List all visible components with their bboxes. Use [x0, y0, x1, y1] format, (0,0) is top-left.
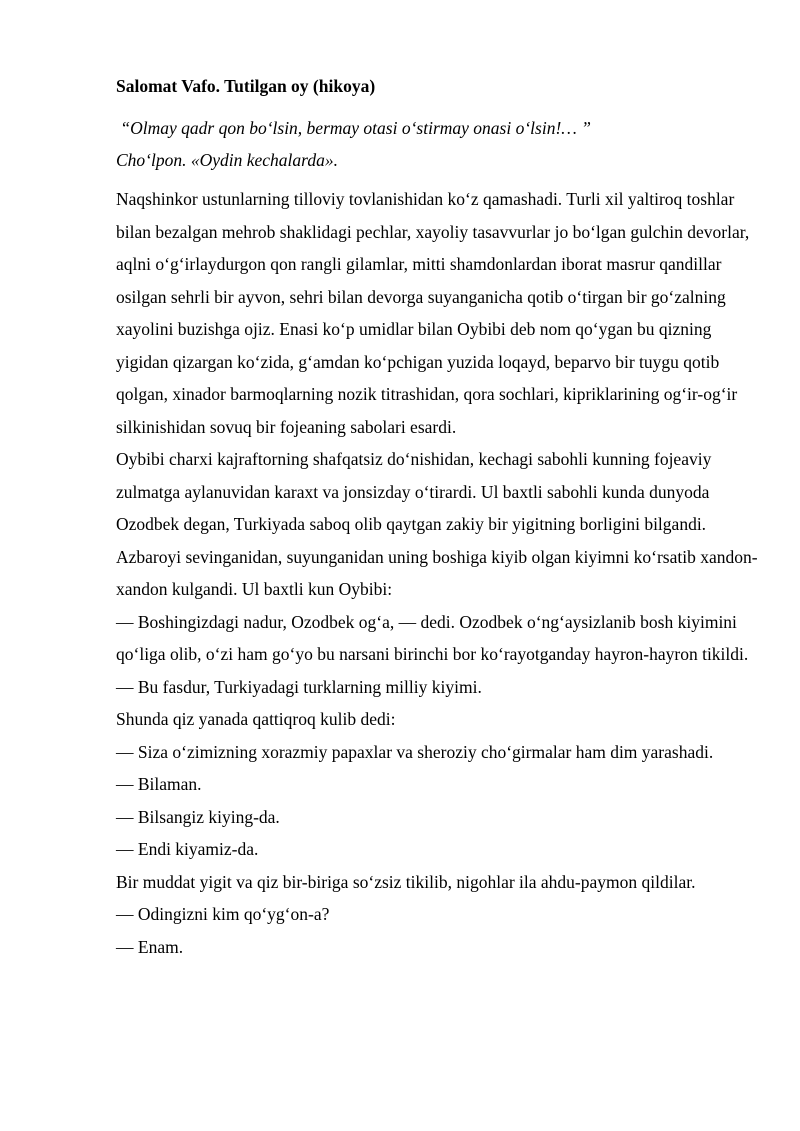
epigraph-source: Cho‘lpon. «Oydin kechalarda». [116, 150, 338, 170]
dialogue-line: — Bu fasdur, Turkiyadagi turklarning milliy kiyimi. [116, 676, 482, 697]
dialogue-line: — Bilaman. [116, 774, 202, 794]
dialogue-line: — Odingizni kim qo‘yg‘on-a? [116, 904, 330, 924]
dialogue-line: — Endi kiyamiz-da. [116, 839, 259, 859]
dialogue-line: — Bilsangiz kiying-da. [116, 806, 280, 827]
document-title: Salomat Vafo. Tutilgan oy (hikoya) [116, 76, 376, 96]
paragraph: Bir muddat yigit va qiz bir-biriga so‘zsiz tikilib, nigohlar ila ahdu-paymon qildilar. [116, 871, 696, 892]
story-body [116, 183, 760, 963]
paragraph: Oybibi charxi kajraftorning shafqatsiz do‘nishidan, kechagi sabohli kunning fojeaviy zulmatga aylanuvidan karaxt va jonsizday o‘tirardi. Ul baxtli sabohli kunda dunyoda Ozodbek degan, Turkiyada saboq olib qaytgan zakiy bir yigitning borligini bilgandi. Azbaroyi sevinganidan, suyunganidan uning boshiga kiyib olgan kiyimni ko‘rsatib xandon-xandon kulgandi. Ul baxtli kun Oybibi: [116, 449, 758, 599]
epigraph-quote: “Olmay qadr qon bo‘lsin, bermay otasi o‘stirmay onasi o‘lsin!… ” [116, 118, 591, 138]
dialogue-line: — Boshingizdagi nadur, Ozodbek og‘a, — dedi. Ozodbek o‘ng‘aysizlanib bosh kiyimini qo‘liga olib, o‘zi ham go‘yo bu narsani birinchi bor ko‘rayotganday hayron-hayron tikildi. [116, 611, 749, 664]
paragraph: Naqshinkor ustunlarning tilloviy tovlanishidan ko‘z qamashadi. Turli xil yaltiroq toshlar bilan bezalgan mehrob shaklidagi pechlar, xayoliy tasavvurlar jo bo‘lgan gulchin devorlar, aqlni o‘g‘irlaydurgon qon rangli gilamlar, mitti shamdonlardan iborat masrur qandillar osilgan sehrli bir ayvon, sehri bilan devorga suyanganicha qotib o‘tirgan bir go‘zalning xayolini buzishga ojiz. Enasi ko‘p umidlar bilan Oybibi deb nom qo‘ygan bu qizning yigidan qizargan ko‘zida, g‘amdan ko‘pchigan yuzida loqayd, beparvo bir tuygu qotib qolgan, xinador barmoqlarning nozik titrashidan, qora sochlari, kipriklarining og‘ir-og‘ir silkinishidan sovuq bir fojeaning sabolari esardi. [116, 189, 750, 437]
paragraph: Shunda qiz yanada qattiqroq kulib dedi: [116, 709, 396, 729]
dialogue-line: — Siza o‘zimizning xorazmiy papaxlar va sheroziy cho‘girmalar ham dim yarashadi. [116, 741, 714, 762]
dialogue-line: — Enam. [116, 936, 184, 957]
